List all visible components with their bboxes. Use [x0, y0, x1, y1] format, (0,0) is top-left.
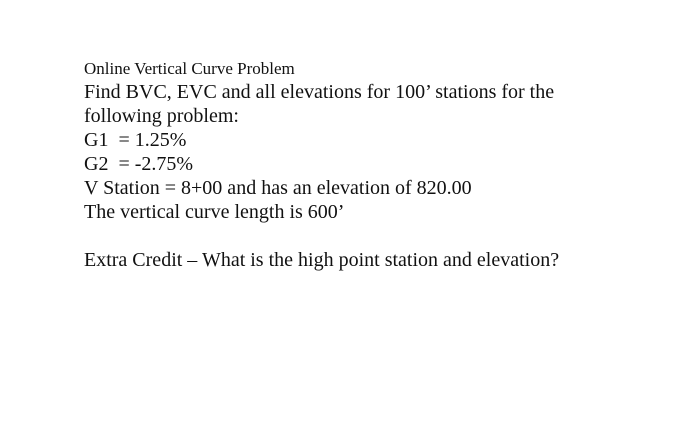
problem-instruction-line-2: following problem: [84, 105, 239, 127]
blank-line [84, 224, 684, 248]
v-station-info: V Station = 8+00 and has an elevation of 820.00 [84, 177, 472, 199]
extra-credit-question: Extra Credit – What is the high point station and elevation? [84, 249, 560, 271]
problem-title: Online Vertical Curve Problem [84, 59, 295, 78]
problem-document [84, 58, 684, 272]
curve-length-info: The vertical curve length is 600’ [84, 201, 345, 223]
problem-instruction-line-1: Find BVC, EVC and all elevations for 100’ stations for the [84, 81, 555, 103]
grade-g1: G1 = 1.25% [84, 129, 187, 151]
grade-g2: G2 = -2.75% [84, 153, 194, 175]
